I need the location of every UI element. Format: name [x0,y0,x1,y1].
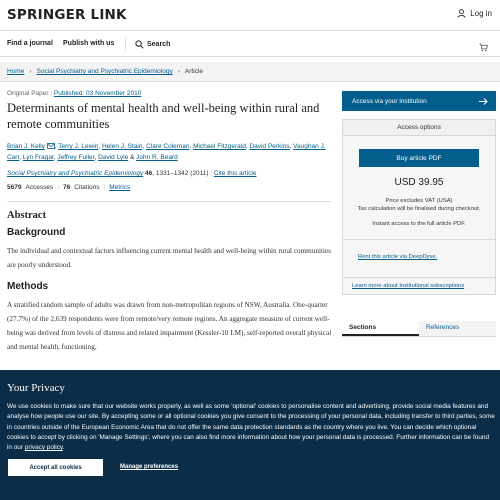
breadcrumb-current: Article [184,68,203,75]
journal-link[interactable]: Social Psychiatry and Psychiatric Epidemiology [7,170,144,177]
springer-link-logo[interactable]: SPRINGER LINK [7,7,127,23]
login-button[interactable] [457,9,492,18]
price: USD 39.95 [394,177,444,188]
accesses-label: Accesses [25,184,54,191]
sidebar-tabs [342,321,496,337]
pages: , 1331–1342 (2011) [152,170,209,177]
privacy-policy-link[interactable]: privacy policy [24,444,63,452]
search-icon [135,40,144,49]
citation-line: Social Psychiatry and Psychiatric Epidemiology 46, 1331–1342 (2011) | Cite this article [7,170,257,177]
search-label: Search [147,41,171,48]
breadcrumb-separator: › [177,68,180,75]
breadcrumb-home[interactable]: Home [7,68,25,75]
publish-with-us-link[interactable]: Publish with us [63,40,115,47]
author-link[interactable]: Vaughan J. Carr [7,143,326,161]
email-icon[interactable] [47,143,55,149]
tax-note: Tax calculation will be finalised during checkout. [357,205,481,212]
tab-sections[interactable]: Sections [342,321,419,336]
access-options-box [342,119,496,295]
buy-pdf-button[interactable]: Buy article PDF [359,149,479,167]
background-text: The individual and contextual factors influencing current mental health and well-being within rural communities are poorly understood. [7,247,331,269]
methods-text: A stratified random sample of adults was drawn from non-metropolitan regions of NSW, Australia. One-quarter (27.7%) of the 2,639 respondents were from remote/very remote regions. An aggregate measure of current well-being was derived from levels of distress and related impairment (Kessler-10 LM), self-reported overall physical and mental health, functioning, [7,301,332,351]
methods-heading: Methods [7,281,49,292]
author-link[interactable]: Michael Fitzgerald [193,143,246,150]
author-link[interactable]: David Perkins [249,143,290,150]
top-header [0,0,500,31]
user-icon [457,9,466,18]
abstract-heading: Abstract [7,210,47,221]
access-sidebar [342,91,496,337]
article-meta: Original Paper | Published: 03 November 2010 [7,90,142,97]
learn-more-section [343,278,495,294]
metrics-link[interactable]: Metrics [109,184,131,191]
main-nav [0,31,500,57]
cart-button[interactable] [479,39,488,57]
vat-note: Price excludes VAT (USA) [385,198,453,204]
cite-article-link[interactable]: Cite this article [213,170,257,177]
login-label: Log in [470,9,492,18]
privacy-text: We use cookies to make sure that our website works properly, as well as some 'optional' cookies to personalise content and advertising, provide social media features and analyse how people use our site. By accepting some or all optional cookies you give consent to the processing of your personal data, including transfer to third parties, some in countries outside of the European Economic Area that do not offer the same data protection standards as the country where you live. You can decide which optional cookies to accept by clicking on 'Manage Settings', where you can also find more information about how your personal data is processed. Further information can be found in our privacy policy. [7,403,495,452]
article-metrics: 5679 Accesses | 76 Citations | Metrics [7,184,131,191]
manage-preferences-button[interactable]: Manage preferences [120,464,179,470]
privacy-body: We use cookies to make sure that our website works properly, as well as some 'optional' cookies to personalise content and advertising, provide social media features and analyse how people use our site. By accepting some or all optional cookies you give consent to the processing of your personal data, including transfer to third parties, some in countries outside of the European Economic Area that do not offer the same data protection standards as the country where you live. You can decide which optional cookies to accept by clicking on 'Manage Settings', where you can also find more information about how your personal data is processed. Further information can be found in our [7,403,495,452]
privacy-title: Your Privacy [7,382,65,394]
instant-access-note: Instant access to the full article PDF. [343,221,495,240]
breadcrumb-separator: › [29,68,32,75]
cart-icon [479,43,488,52]
find-journal-link[interactable]: Find a journal [7,40,53,47]
author-link[interactable]: Helen J. Stain [101,143,143,150]
search-button[interactable] [125,38,170,51]
privacy-banner [0,370,500,500]
accesses-count: 5679 [7,184,22,191]
author-link[interactable]: Brian J. Kelly [7,143,45,150]
published-date-link[interactable]: Published: 03 November 2010 [53,90,142,97]
author-link[interactable]: David Lyle [98,154,129,161]
nav-divider [125,38,126,51]
access-institution-label: Access via your institution [352,97,427,105]
access-institution-button[interactable] [342,91,496,111]
rent-deepdyve-link[interactable]: Rent this article via DeepDyve. [358,254,438,260]
author-link[interactable]: Terry J. Lewin [58,143,99,150]
arrow-right-icon [479,98,488,105]
article-type: Original Paper [7,90,49,97]
author-list: Brian J. Kelly , Terry J. Lewin, Helen J. Stain, Clare Coleman, Michael Fitzgerald, David Perkins, Vaughan J. Carr, Lyn Fragar, Jeffrey Fuller, David Lyle & John R. Beard [7,143,326,161]
citations-count: 76 [63,184,71,191]
breadcrumb-journal[interactable]: Social Psychiatry and Psychiatric Epidemiology [36,68,173,75]
volume: 46 [145,170,153,177]
accept-cookies-button[interactable]: Accept all cookies [8,459,103,476]
price-note [343,198,495,213]
rent-section [343,240,495,278]
tab-references[interactable]: References [419,321,496,336]
article-main [7,90,332,354]
access-options-heading: Access options [343,120,495,136]
institutional-subscriptions-link[interactable]: Learn more about Institutional subscriptions [352,283,465,289]
author-link[interactable]: Jeffrey Fuller [57,154,95,161]
article-title: Determinants of mental health and well-being within rural and remote communities [7,101,320,131]
author-link[interactable]: John R. Beard [136,154,178,161]
breadcrumb [0,62,500,82]
divider [7,201,332,202]
background-heading: Background [7,227,66,238]
citations-label: Citations [74,184,100,191]
author-link[interactable]: Clare Coleman [146,143,190,150]
author-link[interactable]: Lyn Fragar [22,154,54,161]
